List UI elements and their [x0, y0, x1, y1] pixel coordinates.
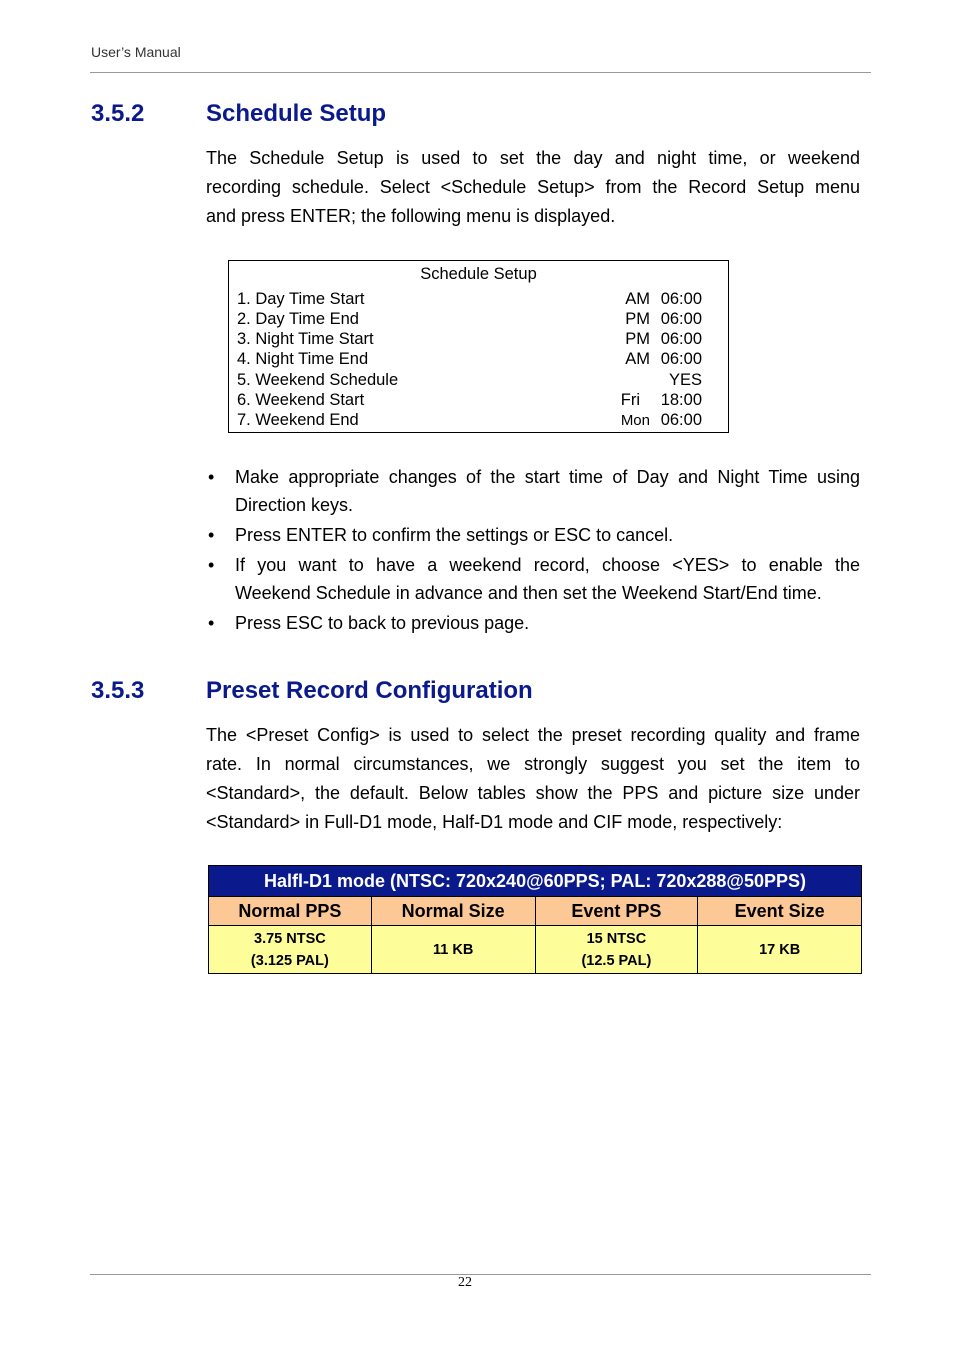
event-size-cell: 17 KB: [698, 926, 862, 974]
cell-line: 3.75 NTSC: [254, 930, 326, 947]
paragraph-line: recording schedule. Select <Schedule Setup> from the Record Setup menu: [206, 177, 860, 197]
normal-pps-cell: [209, 926, 372, 974]
menu-row-value: 18:00: [660, 391, 702, 409]
intro-paragraph: [206, 721, 860, 837]
normal-size-cell: 11 KB: [371, 926, 535, 974]
paragraph-line: and press ENTER; the following menu is displayed.: [206, 206, 616, 226]
page-number: 22: [458, 1275, 472, 1290]
menu-row: [237, 290, 702, 310]
menu-row-label: 4. Night Time End: [237, 350, 369, 368]
bullet-line: Weekend Schedule in advance and then set the Weekend Start/End time.: [235, 583, 822, 603]
menu-row-period: Mon: [620, 412, 650, 429]
paragraph-line: The Schedule Setup is used to set the day and night time, or weekend: [206, 148, 860, 168]
menu-row: [237, 411, 702, 431]
menu-title: Schedule Setup: [420, 265, 537, 283]
menu-row-value: 06:00: [660, 310, 702, 328]
menu-row-label: 5. Weekend Schedule: [237, 371, 399, 389]
table-title: Halfl-D1 mode (NTSC: 720x240@60PPS; PAL: 720x288@50PPS): [209, 866, 862, 897]
menu-row-label: 7. Weekend End: [237, 411, 359, 429]
paragraph-line: rate. In normal circumstances, we strongly suggest you set the item to: [206, 754, 860, 774]
table-row: [209, 926, 862, 974]
schedule-setup-menu: [228, 260, 729, 433]
menu-row: [237, 391, 702, 411]
menu-row-label: 1. Day Time Start: [237, 290, 365, 308]
paragraph-line: The <Preset Config> is used to select the preset recording quality and frame: [206, 725, 860, 745]
bullet-item: [206, 463, 860, 519]
menu-row-period: Fri: [620, 391, 640, 409]
menu-row-period: AM: [625, 290, 650, 308]
menu-row-value: YES: [668, 371, 702, 389]
menu-row: [237, 371, 702, 391]
menu-row-label: 2. Day Time End: [237, 310, 359, 328]
table-header-cell: Event PPS: [535, 897, 698, 926]
bullet-line: Direction keys.: [235, 495, 354, 515]
bullet-dot-icon: •: [208, 467, 215, 487]
menu-row: [237, 350, 702, 370]
section-title: Preset Record Configuration: [206, 677, 533, 704]
menu-row-value: 06:00: [660, 411, 702, 429]
menu-row-value: 06:00: [660, 290, 702, 308]
menu-row-label: 6. Weekend Start: [237, 391, 365, 409]
bullet-item: [206, 521, 860, 549]
running-header: User’s Manual: [91, 44, 181, 60]
table-header-cell: Normal Size: [371, 897, 535, 926]
menu-row: [237, 330, 702, 350]
bullet-line: Make appropriate changes of the start time of Day and Night Time using: [235, 467, 860, 487]
paragraph-line: <Standard>, the default. Below tables show the PPS and picture size under: [206, 783, 860, 803]
bullet-line: Press ESC to back to previous page.: [235, 613, 530, 633]
section-number: 3.5.3: [91, 677, 145, 704]
event-pps-cell: [535, 926, 698, 974]
menu-row-period: AM: [625, 350, 650, 368]
section-number: 3.5.2: [91, 100, 145, 127]
bullet-line: If you want to have a weekend record, choose <YES> to enable the: [235, 555, 860, 575]
cell-line: (3.125 PAL): [250, 952, 329, 969]
cell-line: (12.5 PAL): [581, 952, 652, 969]
menu-row-period: PM: [625, 310, 650, 328]
menu-row-label: 3. Night Time Start: [237, 330, 374, 348]
bullet-list: [206, 463, 860, 639]
bullet-item: [206, 609, 860, 637]
table-header-cell: Event Size: [698, 897, 862, 926]
bullet-item: [206, 551, 860, 607]
cell-line: 15 NTSC: [586, 930, 647, 947]
half-d1-table: [208, 865, 862, 974]
menu-row: [237, 310, 702, 330]
intro-paragraph: [206, 144, 860, 231]
bullet-dot-icon: •: [208, 613, 215, 633]
table-header-cell: Normal PPS: [209, 897, 372, 926]
bullet-dot-icon: •: [208, 555, 215, 575]
menu-row-value: 06:00: [660, 330, 702, 348]
paragraph-line: <Standard> in Full-D1 mode, Half-D1 mode and CIF mode, respectively:: [206, 812, 783, 832]
bullet-dot-icon: •: [208, 525, 215, 545]
header-rule: [90, 72, 871, 73]
bullet-line: Press ENTER to confirm the settings or ESC to cancel.: [235, 525, 674, 545]
section-title: Schedule Setup: [206, 100, 387, 127]
menu-row-value: 06:00: [660, 350, 702, 368]
menu-row-period: PM: [625, 330, 650, 348]
